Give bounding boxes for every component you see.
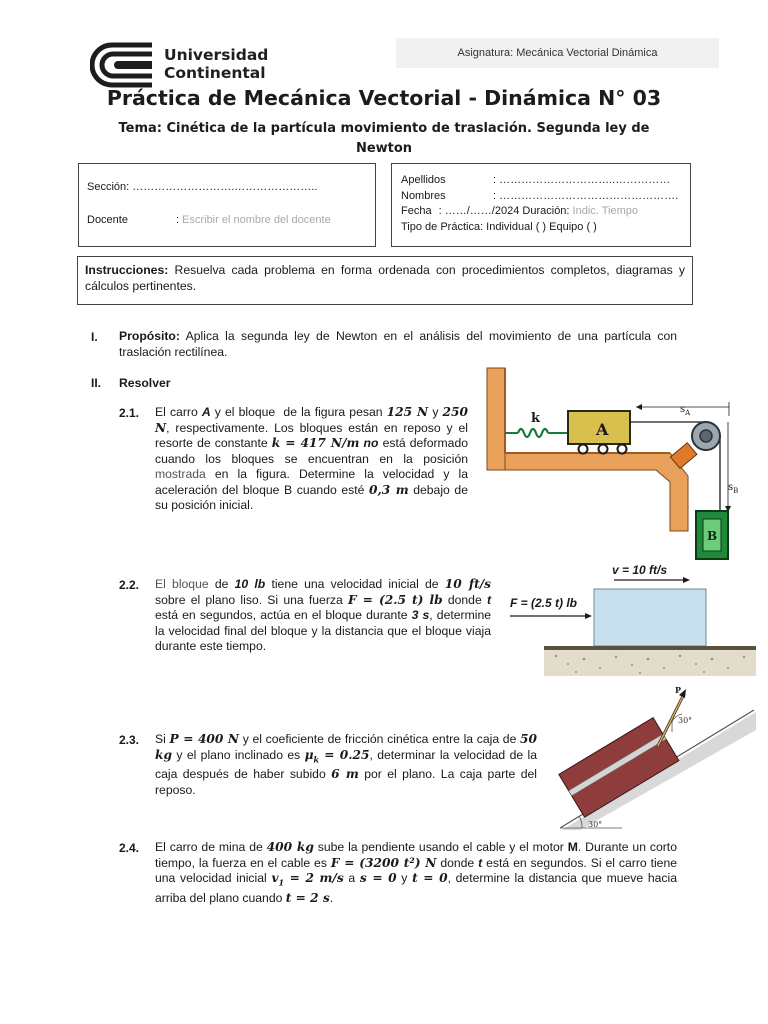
svg-text:sB [728, 482, 738, 495]
sb-subscript: B [733, 487, 739, 495]
wheel-icon [579, 445, 588, 454]
names-field[interactable]: : …………………………………………. [493, 189, 679, 202]
surname-label: Apellidos [401, 174, 446, 186]
block [594, 589, 706, 646]
sa-subscript: A [685, 409, 691, 417]
practice-type: Tipo de Práctica: Individual ( ) Equipo ( ) [401, 220, 597, 233]
problem-2-3-number: 2.3. [119, 733, 140, 747]
force-label: F = (2.5 t) lb [510, 596, 578, 610]
date-field[interactable]: : ……/……/2024 [438, 205, 520, 217]
purpose-text: Aplica la segunda ley de Newton en el análisis del movimiento de una partícula con traslación rectilínea. [119, 329, 677, 359]
teacher-placeholder: Escribir el nombre del docente [182, 214, 331, 226]
problem-2-3-text: Si P = 400 N y el coeficiente de fricción cinética entre la caja de 50 kg y el plano inclinado es $\mu_k = 0.25$, determinar la velocidad de la caja después de haber subido 6 m por el plano. La caja parte del reposo. [155, 732, 538, 797]
figure-block-force [504, 560, 756, 680]
block-b-label: B [707, 529, 718, 543]
logo-mark-icon [90, 42, 156, 88]
instructions-label: Instrucciones: [85, 263, 169, 277]
sa-label: s [680, 404, 686, 415]
wall [487, 368, 505, 470]
section-label: Sección [87, 181, 127, 193]
spring-label: k [531, 411, 541, 426]
velocity-label: v = 10 ft/s [612, 563, 668, 577]
duration-placeholder[interactable]: Indic. Tiempo [572, 205, 638, 217]
incline-angle-label: 30° [588, 820, 603, 829]
duration-label: Duración: [522, 205, 570, 217]
teacher-label: Docente [87, 214, 128, 226]
section-1-number: I. [91, 330, 98, 344]
surname-field[interactable]: : …………………………..…………… [493, 174, 671, 186]
instructions [85, 263, 685, 294]
problem-2-4-number: 2.4. [119, 841, 140, 855]
wheel-icon [599, 445, 608, 454]
figure-incline-crate [532, 682, 756, 832]
cart-label: A [596, 420, 609, 439]
section-2-number: II. [91, 376, 102, 390]
university-logo [90, 42, 156, 88]
spring-icon [518, 429, 548, 437]
ground-surface [544, 646, 756, 650]
instructions-text: Resuelva cada problema en forma ordenada con procedimientos completos, diagramas y cálculos pertinentes. [85, 263, 685, 293]
date-row [401, 204, 638, 220]
track [505, 453, 688, 531]
sb-label: s [728, 482, 734, 493]
problem-2-2-text: El bloque de 10 lb tiene una velocidad inicial de 10 ft/s sobre el plano liso. Si una fuerza F = (2.5 t) lb donde t está en segundos, actúa en el bloque durante 3 s, determine la velocidad final del bloque y la distancia que el bloque viaja durante este tiempo. [155, 577, 492, 653]
page-title: Práctica de Mecánica Vectorial - Dinámica N° 03 [106, 86, 662, 110]
section-teacher-box [78, 163, 376, 247]
force-p-label: P [675, 685, 682, 695]
teacher-colon: : [176, 214, 180, 226]
force-angle-label: 30° [678, 716, 693, 725]
purpose-paragraph [119, 329, 677, 360]
problem-2-4-text: El carro de mina de 400 kg sube la pendiente usando el cable y el motor M. Durante un corto tiempo, la fuerza en el cable es F = (3200 t²) N donde t está en segundos. Si el carro tiene una velocidad inicial $v_1 = 2$ m/s a s = 0 y t = 0, determine la distancia que mueve hacia arriba del plano cuando t = 2 s. [155, 840, 678, 905]
problem-2-1-text: El carro A y el bloque de la figura pesan 125 N y 250 N, respectivamente. Los bloques están en reposo y el resorte de constante k = 417 N/m no está deformado cuando los bloques se encuentran en la posición mostrada en la figura. Determine la velocidad y la aceleración del bloque B cuando esté 0,3 m debajo de su posición inicial. [155, 405, 469, 512]
university-name-line1: Universidad [164, 46, 269, 64]
problem-2-1-number: 2.1. [119, 406, 140, 420]
solve-label: Resolver [119, 376, 171, 390]
section-dots: : ……………………….………………….. [126, 181, 318, 193]
date-label: Fecha [401, 205, 432, 217]
svg-text:sA [680, 404, 691, 417]
section-field [87, 180, 317, 196]
problem-2-2-number: 2.2. [119, 578, 140, 592]
names-label: Nombres [401, 189, 446, 202]
purpose-label: Propósito: [119, 329, 180, 343]
teacher-field[interactable] [176, 213, 331, 229]
wheel-icon [618, 445, 627, 454]
figure-cart-spring-pulley [484, 366, 746, 562]
university-name-line2: Continental [164, 64, 266, 82]
subject-box: Asignatura: Mecánica Vectorial Dinámica [396, 38, 719, 68]
topic-line: Tema: Cinética de la partícula movimiento de traslación. Segunda ley de Newton [118, 121, 650, 156]
